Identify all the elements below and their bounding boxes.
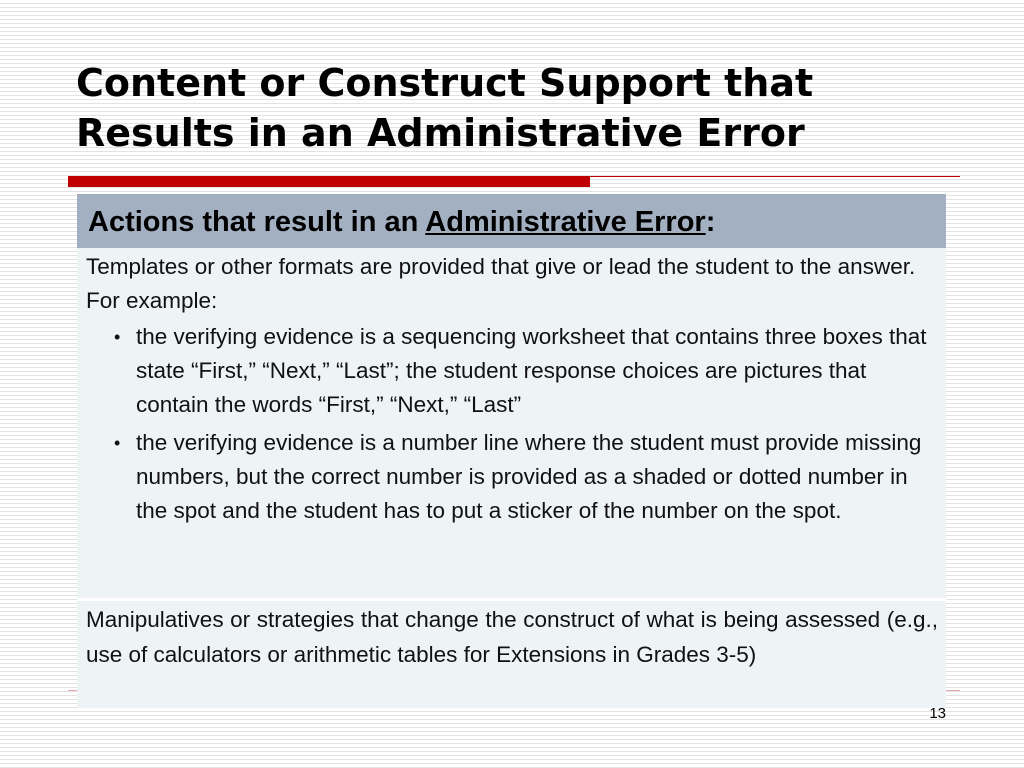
bullet-icon: •	[114, 433, 121, 453]
slide-title-line-2: Results in an Administrative Error	[76, 111, 805, 155]
list-item-text: the verifying evidence is a number line where the student must provide missing numbers, but the correct number is provided as a shaded or dotted number in the spot and the student has to put a sticker of the number on the spot.	[136, 430, 922, 523]
example-list	[86, 320, 936, 528]
table-header-prefix: Actions that result in an	[88, 206, 426, 238]
slide-title-line-1: Content or Construct Support that	[76, 61, 814, 105]
list-item-text: the verifying evidence is a sequencing worksheet that contains three boxes that state “First,” “Next,” “Last”; the student response choices are pictures that contain the words “First,” “Next,” “Last”	[136, 324, 927, 417]
list-item	[86, 426, 936, 528]
table-header-emphasis: Administrative Error	[425, 206, 706, 238]
content-table	[77, 194, 946, 708]
title-divider-accent	[68, 176, 590, 187]
table-row	[77, 248, 946, 598]
list-item	[86, 320, 936, 422]
row-text: Manipulatives or strategies that change the construct of what is being assessed (e.g., use of calculators or arithmetic tables for Extensions in Grades 3-5)	[86, 607, 938, 667]
table-row	[77, 601, 946, 672]
row-intro-text: Templates or other formats are provided that give or lead the student to the answer. For example:	[86, 254, 916, 313]
bullet-icon: •	[114, 327, 121, 347]
slide-title	[76, 58, 976, 158]
table-header-suffix: :	[705, 206, 716, 238]
page-number: 13	[929, 705, 946, 722]
table-header	[77, 194, 946, 248]
